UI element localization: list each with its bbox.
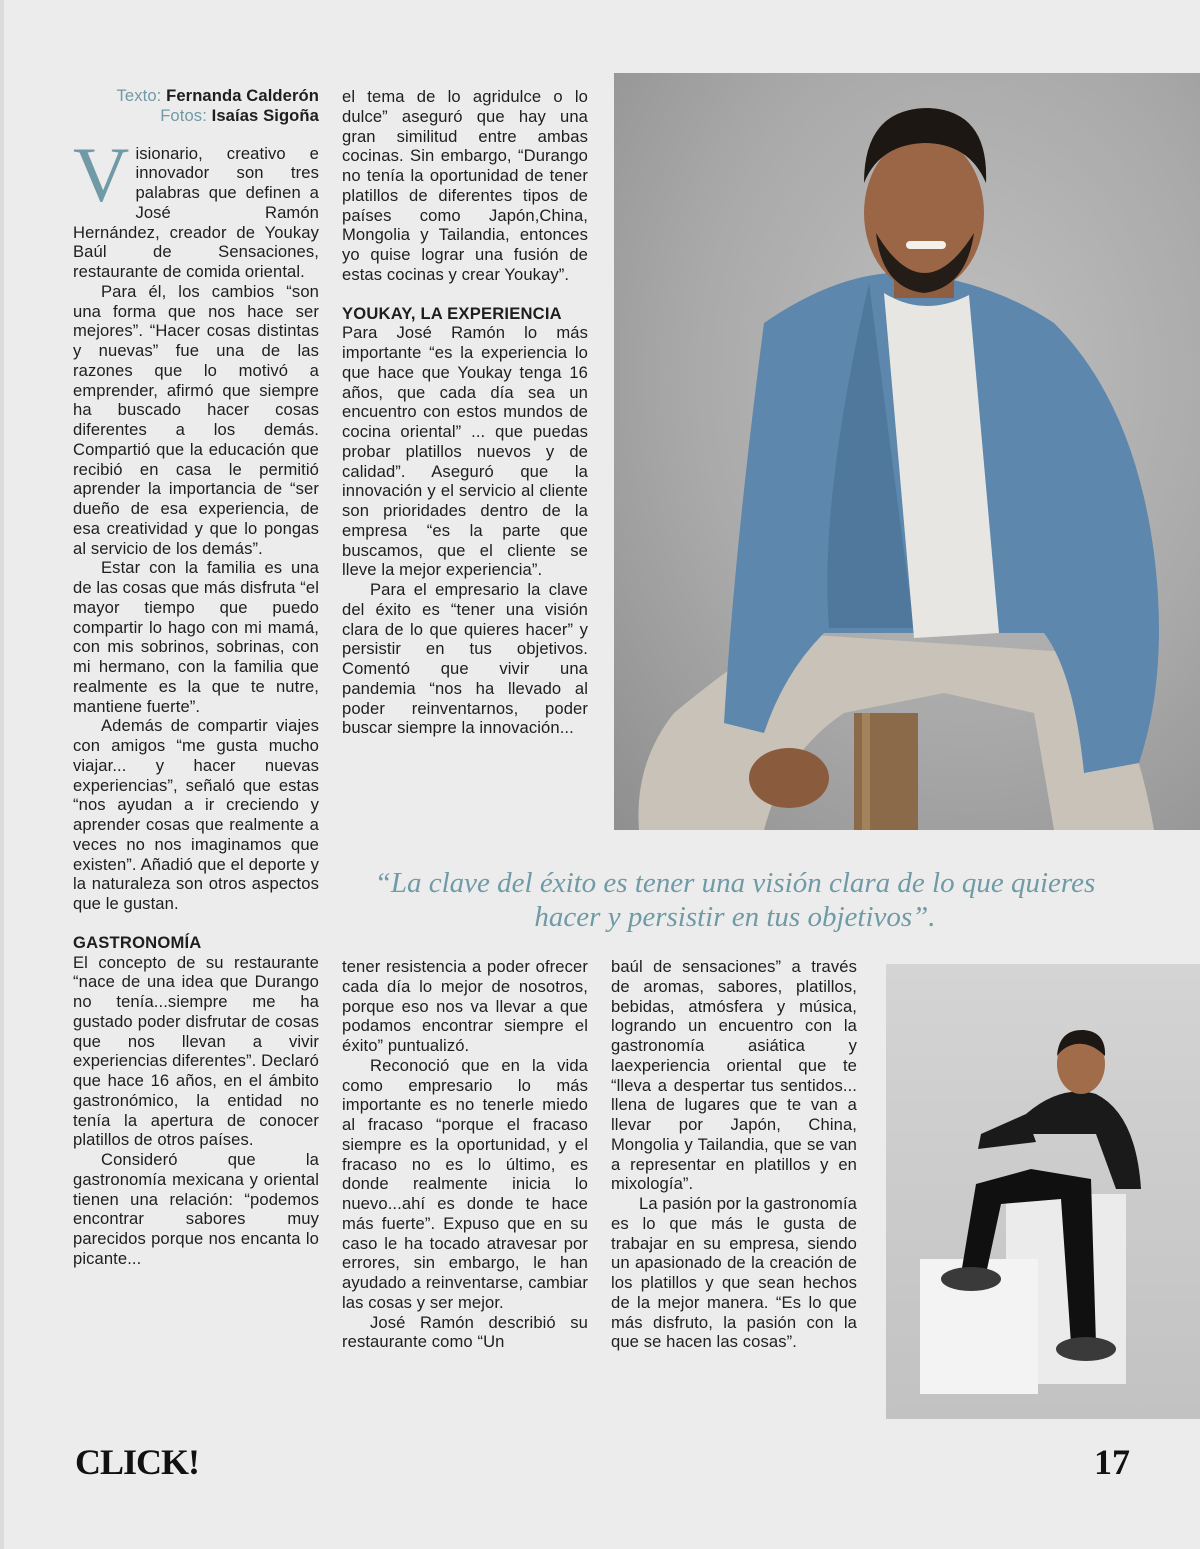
- paragraph: La pasión por la gastronomía es lo que más le gusta de trabajar en su empresa, siendo un apasionado de la creación de los platillos y que sean hechos de la mejor manera. “Es lo que más disfruto, la pasión con la que se hacen las cosas”.: [611, 1194, 857, 1352]
- section-heading-gastronomia: GASTRONOMÍA: [73, 932, 202, 952]
- hand: [749, 748, 829, 808]
- drop-cap: V: [73, 130, 130, 218]
- main-portrait-photo: [614, 73, 1200, 830]
- paragraph: Reconoció que en la vida como empresario lo más importante es no tenerle miedo al fracaso “porque el fracaso siempre es la oportunidad, y el fracaso no es lo último, es donde realmente inicia lo nuevo...ahí es donde te hace más fuerte”. Expuso que en su caso le ha tocado atravesar por errores, sin embargo, le han ayudado a reinventarse, cambiar las cosas y ser mejor.: [342, 1055, 588, 1312]
- page-number: 17: [1094, 1442, 1130, 1482]
- photo-credit-author: Isaías Sigoña: [211, 105, 319, 125]
- secondary-portrait-photo: [886, 964, 1200, 1419]
- portrait-illustration: [614, 73, 1200, 830]
- paragraph: Para José Ramón lo más importante “es la experiencia lo que hace que Youkay tenga 16 años, que cada día sea un encuentro con estos mundos de cocina oriental” ... que puedas probar platillos nuevos y de calidad”. Aseguró que la innovación y el servicio al cliente son prioridades dentro de la empresa “es la parte que buscamos, que el cliente se lleve la mejor experiencia”.: [342, 323, 588, 580]
- paragraph: Consideró que la gastronomía mexicana y oriental tienen una relación: “podemos encontrar sabores muy parecidos porque nos encanta lo picante...: [73, 1150, 319, 1268]
- head: [864, 135, 984, 291]
- sneaker: [1056, 1337, 1116, 1361]
- text-credit-author: Fernanda Calderón: [166, 86, 319, 105]
- paragraph: Además de compartir viajes con amigos “me gusta mucho viajar... y hacer nuevas experiencias”, señaló que estas “nos ayudan a ir creciendo y aprender cosas que realmente a veces no nos imaginamos que existen”. Añadió que el deporte y la naturaleza son otros aspectos que le gustan.: [73, 716, 319, 913]
- column-2: [342, 87, 588, 738]
- paragraph: Estar con la familia es una de las cosas que más disfruta “el mayor tiempo que puedo compartir lo hago con mi mamá, con mis sobrinos, sobrinas, con mi hermano, con la familia que realmente es la que te nutre, mantiene fuerte”.: [73, 558, 319, 716]
- sneaker: [941, 1267, 1001, 1291]
- credits: [73, 86, 319, 126]
- page-edge: [0, 0, 4, 1549]
- photo-credit-label: Fotos:: [160, 105, 207, 125]
- pull-quote: “La clave del éxito es tener una visión clara de lo que quieres hacer y persistir en tus objetivos”.: [374, 867, 1096, 933]
- intro-text: isionario, creativo e innovador son tres palabras que definen a José Ramón Hernández, creador de Youkay Baúl de Sensaciones, restaurante de comida oriental.: [73, 143, 319, 281]
- section-heading-youkay: YOUKAY, LA EXPERIENCIA: [342, 303, 562, 323]
- seated-portrait-illustration: [886, 964, 1200, 1419]
- paragraph: Para el empresario la clave del éxito es “tener una visión clara de lo que quieres hacer” y persistir en tus objetivos. Comentó que vivir una pandemia “nos ha llevado al poder reinventarnos, poder buscar siempre la innovación...: [342, 580, 588, 738]
- column-1: [73, 86, 319, 1269]
- text-credit-label: Texto:: [116, 86, 162, 105]
- paragraph: El concepto de su restaurante “nace de una idea que Durango no tenía...siempre me ha gustado poder disfrutar de cosas que nos llevan a vivir experiencias diferentes”. Declaró que hace 16 años, en el ámbito gastronómico, la entidad no tenía la apertura de conocer platillos de otros países.: [73, 952, 319, 1150]
- paragraph: José Ramón describió su restaurante como “Un: [342, 1312, 588, 1352]
- paragraph: tener resistencia a poder ofrecer cada día lo mejor de nosotros, porque eso nos va llevar a que podamos encontrar siempre el éxito” puntualizó.: [342, 957, 588, 1055]
- paragraph: baúl de sensaciones” a través de aromas, sabores, platillos, bebidas, atmósfera y música, logrando un encuentro con la gastronomía asiática y laexperiencia oriental que te “lleva a despertar tus sentidos... llena de lugares que te van a llevar por Japón, China, Mongolia y Tailandia, que se van a representar en platillos y en mixología”.: [611, 957, 857, 1194]
- intro-paragraph: [73, 130, 319, 282]
- magazine-logo: CLICK!: [75, 1442, 200, 1482]
- column-3: [342, 957, 588, 1352]
- paragraph: el tema de lo agridulce o lo dulce” aseguró que hay una gran similitud entre ambas cocinas. Sin embargo, “Durango no tenía la oportunidad de tener platillos de diferentes tipos de países como Japón,China, Mongolia y Tailandia, entonces yo quise lograr una fusión de estas cocinas y crear Youkay”.: [342, 87, 588, 284]
- column-4: [611, 957, 857, 1352]
- paragraph: Para él, los cambios “son una forma que nos hace ser mejores”. “Hacer cosas distintas y nuevas” fue una de las razones que lo motivó a emprender, afirmó que siempre ha buscado hacer cosas diferentes a los demás. Compartió que la educación que recibió en casa le permitió aprender la importancia de “ser dueño de esa experiencia, de esa creatividad y que lo pongas al servicio de los demás”.: [73, 281, 319, 558]
